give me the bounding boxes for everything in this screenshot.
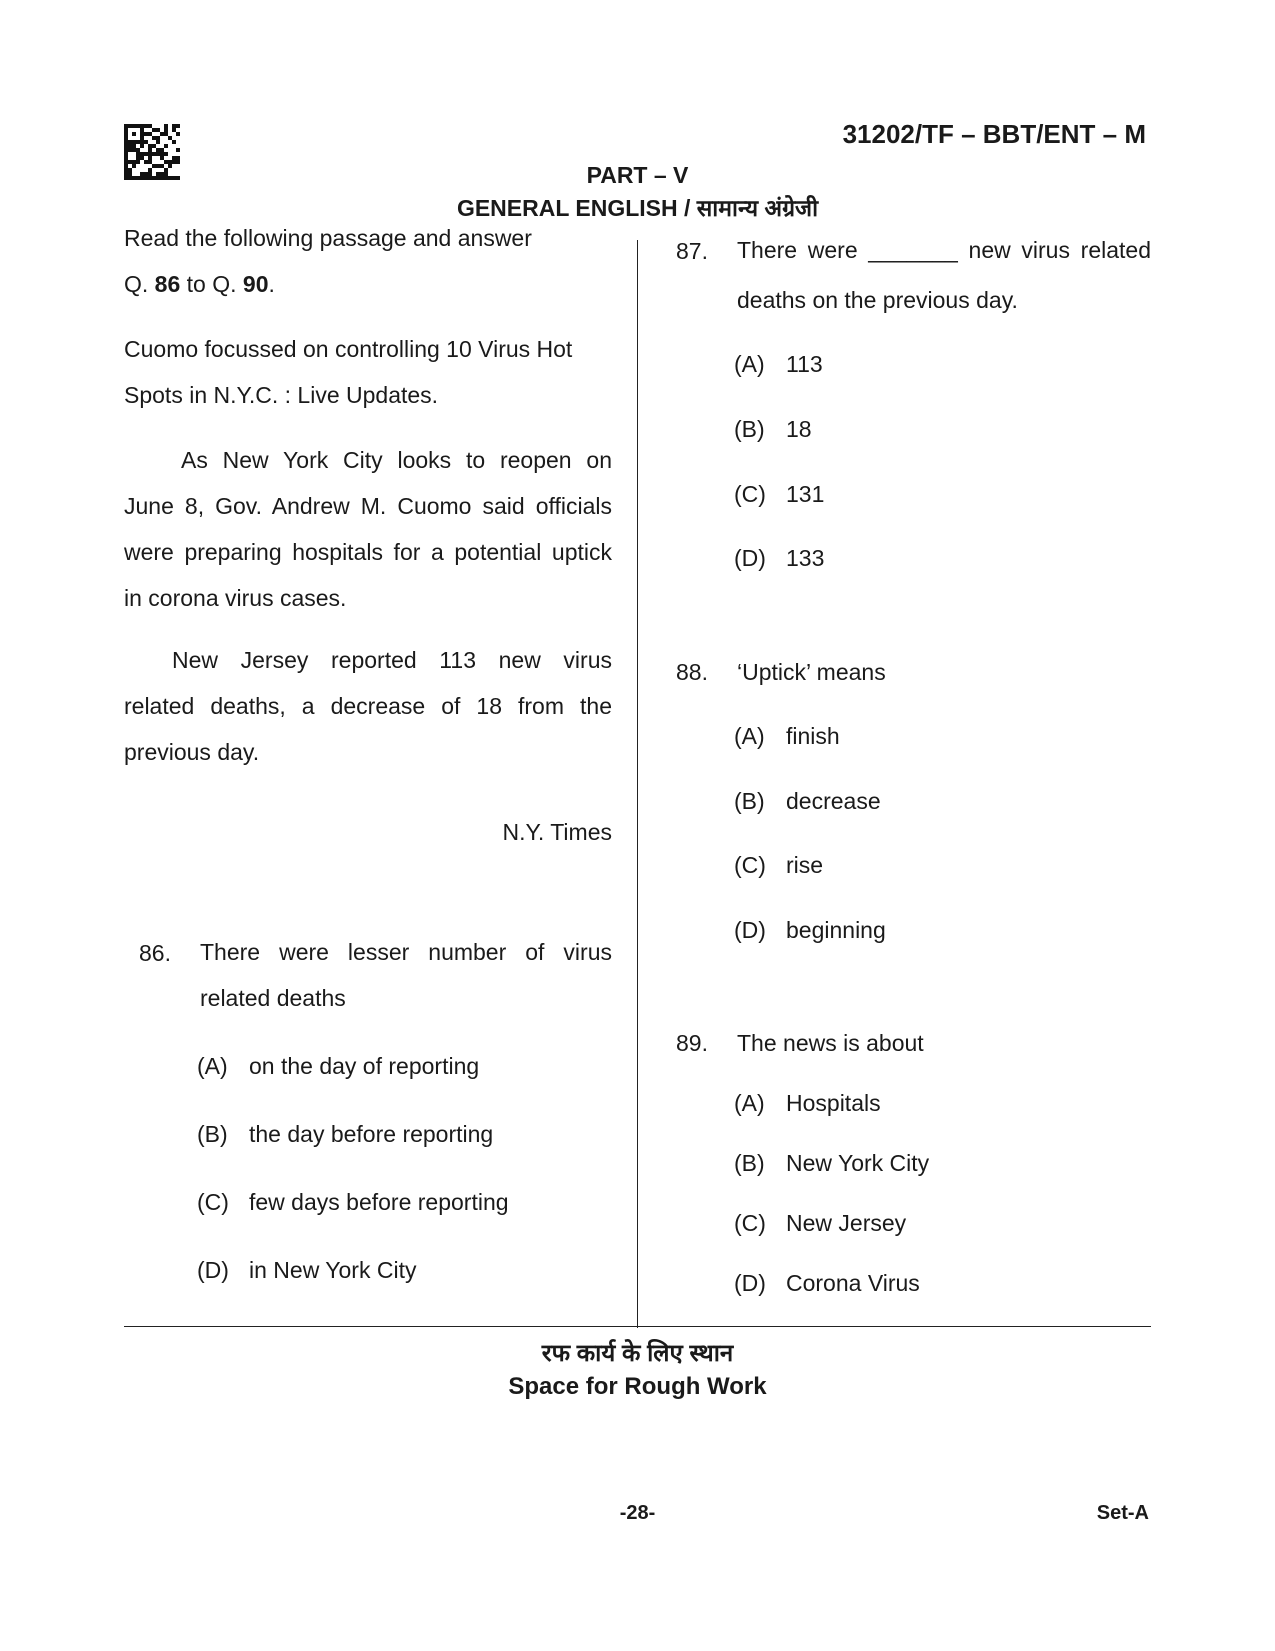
para2-line-3: previous day. <box>124 739 260 765</box>
para1-line-2: June 8, Gov. Andrew M. Cuomo said officials <box>124 493 612 519</box>
para2-line-1: New Jersey reported 113 new virus <box>172 647 612 673</box>
column-divider <box>637 240 638 1328</box>
question-87-option-b[interactable] <box>734 416 812 443</box>
rough-work-divider <box>124 1326 1151 1327</box>
passage-intro <box>124 215 612 307</box>
option-label: (C) <box>734 852 766 878</box>
question-88-number: 88. <box>676 659 708 685</box>
question-86-line-2: related deaths <box>200 985 346 1011</box>
question-87-option-c[interactable] <box>734 481 824 508</box>
option-label: (B) <box>734 788 765 814</box>
para1-line-4: in corona virus cases. <box>124 585 347 611</box>
option-label: (B) <box>197 1121 228 1147</box>
question-88-option-b[interactable] <box>734 788 881 815</box>
option-text: on the day of reporting <box>249 1053 480 1079</box>
headline-line-1: Cuomo focussed on controlling 10 Virus Hot <box>124 336 573 362</box>
question-87-text <box>737 225 1151 325</box>
paper-code: 31202/TF – BBT/ENT – M <box>842 119 1146 149</box>
option-label: (D) <box>734 545 766 571</box>
question-88-text: ‘Uptick’ means <box>737 659 886 685</box>
passage-paragraph-2 <box>124 637 612 775</box>
option-label: (C) <box>734 1210 766 1236</box>
question-89-option-b[interactable] <box>734 1150 929 1177</box>
option-label: (A) <box>734 351 765 377</box>
question-89-number: 89. <box>676 1030 708 1056</box>
option-text: Hospitals <box>786 1090 881 1116</box>
question-86-number: 86. <box>139 940 171 966</box>
question-87-option-a[interactable] <box>734 351 823 378</box>
option-label: (C) <box>197 1189 229 1215</box>
option-label: (A) <box>197 1053 228 1079</box>
option-text: rise <box>786 852 824 878</box>
question-87-line-1: There were _______ new virus related <box>737 237 1151 263</box>
option-label: (B) <box>734 1150 765 1176</box>
rough-work-heading: Space for Rough Work <box>508 1373 767 1400</box>
question-88-option-c[interactable] <box>734 852 823 879</box>
option-text: 133 <box>786 545 825 571</box>
option-text: Corona Virus <box>786 1270 920 1296</box>
question-88-option-a[interactable] <box>734 723 840 750</box>
passage-intro-line-1: Read the following passage and answer <box>124 225 532 251</box>
option-label: (D) <box>197 1257 229 1283</box>
question-89-text: The news is about <box>737 1030 924 1056</box>
option-text: in New York City <box>249 1257 417 1283</box>
intro-to-number: 90 <box>242 271 269 297</box>
option-text: finish <box>786 723 840 749</box>
intro-from-number: 86 <box>154 271 181 297</box>
question-86-option-a[interactable] <box>197 1053 479 1080</box>
question-87-line-2: deaths on the previous day. <box>737 287 1018 313</box>
question-86-option-d[interactable] <box>197 1257 416 1284</box>
option-label: (A) <box>734 723 765 749</box>
question-88-option-d[interactable] <box>734 917 886 944</box>
passage-paragraph-1 <box>124 437 612 621</box>
question-86-text <box>200 927 612 1019</box>
para2-line-2: related deaths, a decrease of 18 from the <box>124 693 612 719</box>
option-label: (A) <box>734 1090 765 1116</box>
question-89-option-d[interactable] <box>734 1270 920 1297</box>
question-86-option-b[interactable] <box>197 1121 493 1148</box>
option-label: (D) <box>734 1270 766 1296</box>
option-label: (D) <box>734 917 766 943</box>
set-label: Set-A <box>1096 1502 1149 1524</box>
option-text: decrease <box>786 788 881 814</box>
option-text: few days before reporting <box>249 1189 509 1215</box>
option-label: (B) <box>734 416 765 442</box>
section-heading: GENERAL ENGLISH / सामान्य अंग्रेजी <box>456 195 819 221</box>
question-86-option-c[interactable] <box>197 1189 509 1216</box>
question-86-line-1: There were lesser number of virus <box>200 939 612 965</box>
para1-line-1: As New York City looks to reopen on <box>181 447 612 473</box>
option-text: New York City <box>786 1150 930 1176</box>
page-number: -28- <box>619 1502 656 1524</box>
question-89-option-a[interactable] <box>734 1090 881 1117</box>
intro-to-text: to Q. <box>186 271 237 297</box>
option-text: 18 <box>786 416 812 442</box>
option-text: New Jersey <box>786 1210 907 1236</box>
option-text: 113 <box>786 351 823 377</box>
passage-intro-line-2: Q. 86 to Q. 90. <box>124 271 275 297</box>
headline-line-2: Spots in N.Y.C. : Live Updates. <box>124 382 439 408</box>
question-87-option-d[interactable] <box>734 545 824 572</box>
option-text: beginning <box>786 917 886 943</box>
option-text: the day before reporting <box>249 1121 494 1147</box>
question-89-option-c[interactable] <box>734 1210 906 1237</box>
rough-work-heading-hindi: रफ कार्य के लिए स्थान <box>541 1340 734 1367</box>
passage-source: N.Y. Times <box>502 819 612 845</box>
option-text: 131 <box>786 481 825 507</box>
option-label: (C) <box>734 481 766 507</box>
part-heading: PART – V <box>586 162 689 188</box>
passage-headline <box>124 326 612 418</box>
para1-line-3: were preparing hospitals for a potential uptick <box>124 539 612 565</box>
intro-q-text: Q. <box>124 271 149 297</box>
question-87-number: 87. <box>676 238 708 264</box>
